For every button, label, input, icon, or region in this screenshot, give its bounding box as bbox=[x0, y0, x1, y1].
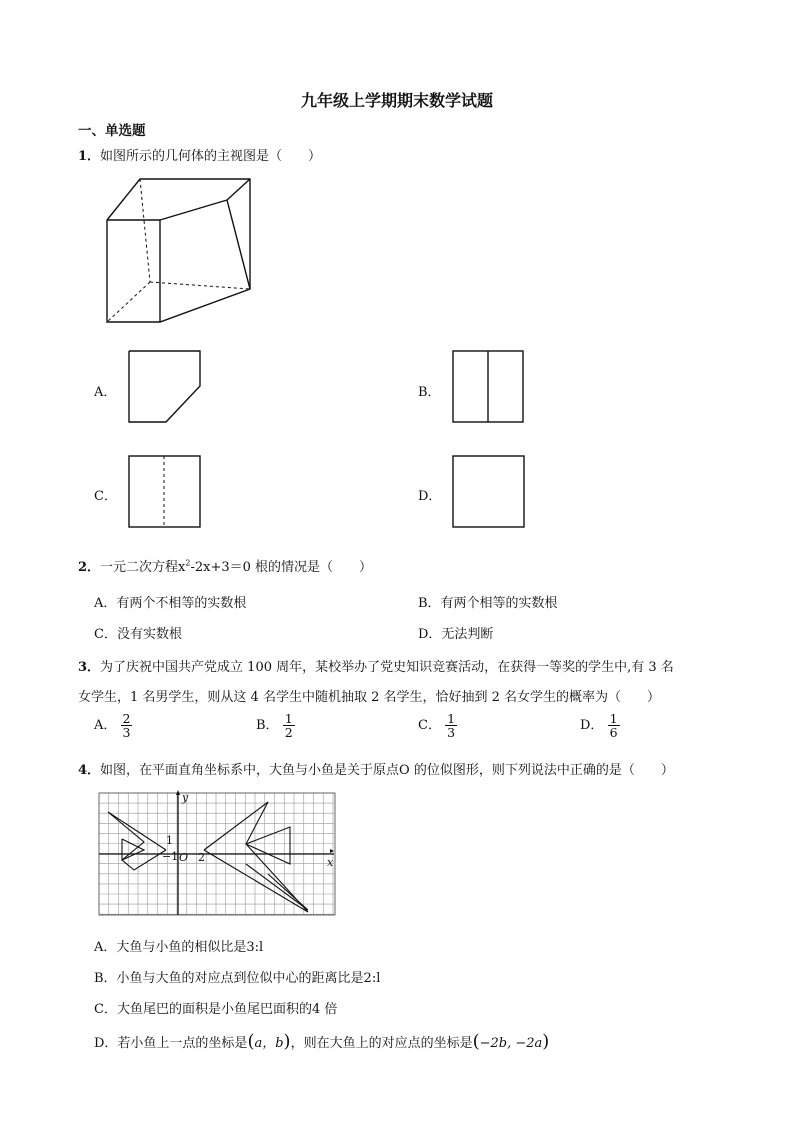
question-3-line-1 bbox=[78, 656, 674, 675]
denominator: 2 bbox=[284, 725, 293, 741]
question-number: 2． bbox=[78, 560, 101, 575]
option-d-label: D． bbox=[418, 489, 442, 504]
option-c-figure bbox=[128, 455, 204, 531]
x-axis-arrow bbox=[330, 849, 334, 853]
coordinate-grid-figure bbox=[98, 792, 343, 922]
q4-option-b: B．小鱼与大鱼的对应点到位似中心的距离比是2:l bbox=[94, 971, 381, 986]
option-b-label: B． bbox=[418, 385, 441, 400]
option-d-figure bbox=[452, 455, 528, 531]
fraction bbox=[121, 712, 133, 739]
y-axis-label: y bbox=[182, 791, 189, 804]
open-paren: ( bbox=[472, 1031, 480, 1052]
question-2 bbox=[78, 556, 372, 575]
exponent: 2 bbox=[185, 558, 191, 568]
option-a-figure bbox=[128, 350, 204, 426]
q4-option-d bbox=[94, 1031, 549, 1052]
option-label: C． bbox=[418, 718, 441, 734]
y-axis-arrow bbox=[176, 790, 180, 795]
tick-label-1: 1 bbox=[166, 834, 173, 847]
option-b-figure bbox=[452, 350, 528, 426]
q3-option-b bbox=[256, 712, 295, 739]
tick-label-2: 2 bbox=[198, 851, 205, 864]
question-text: 如图，在平面直角坐标系中，大鱼与小鱼是关于原点O 的位似图形，则下列说法中正确的是（ ） bbox=[100, 763, 674, 778]
q2-option-c: C．没有实数根 bbox=[94, 627, 182, 642]
point-big-fish: −2b, −2a bbox=[479, 1036, 543, 1051]
numerator: 1 bbox=[284, 711, 293, 726]
option-d-middle: ，则在大鱼上的对应点的坐标是 bbox=[290, 1036, 473, 1051]
question-text: 为了庆祝中国共产党成立 100 周年，某校举办了党史知识竞赛活动，在获得一等奖的学生中,有 3 名 bbox=[100, 660, 674, 675]
question-number: 3． bbox=[78, 660, 101, 675]
numerator: 2 bbox=[122, 711, 131, 726]
numerator: 1 bbox=[447, 711, 456, 726]
origin-label: O bbox=[179, 851, 189, 864]
q3-option-d bbox=[580, 712, 620, 739]
close-paren: ) bbox=[283, 1031, 291, 1052]
denominator: 3 bbox=[447, 725, 456, 741]
option-label: B． bbox=[256, 718, 279, 734]
option-d-prefix: D．若小鱼上一点的坐标是 bbox=[94, 1036, 248, 1051]
point-small-fish: a，b bbox=[254, 1036, 284, 1051]
question-number: 1． bbox=[78, 149, 101, 164]
x-axis-label: x bbox=[327, 856, 334, 869]
question-3-line-2: 女学生，1 名男学生，则从这 4 名学生中随机抽取 2 名学生，恰好抽到 2 名女学生的概率为（ ） bbox=[78, 690, 661, 705]
q2-option-a: A．有两个不相等的实数根 bbox=[94, 596, 247, 611]
close-paren: ) bbox=[542, 1031, 550, 1052]
q4-option-c: C．大鱼尾巴的面积是小鱼尾巴面积的4 倍 bbox=[94, 1002, 338, 1017]
q2-option-b: B．有两个相等的实数根 bbox=[418, 596, 558, 611]
question-number: 4． bbox=[78, 763, 101, 778]
section-heading: 一、单选题 bbox=[78, 123, 146, 139]
fraction bbox=[608, 712, 620, 739]
option-label: D． bbox=[580, 718, 604, 734]
fraction bbox=[283, 712, 295, 739]
numerator: 1 bbox=[609, 711, 618, 726]
q4-option-a: A．大鱼与小鱼的相似比是3:l bbox=[94, 940, 264, 955]
denominator: 6 bbox=[609, 725, 618, 741]
question-4 bbox=[78, 759, 674, 778]
q2-option-d: D．无法判断 bbox=[418, 627, 494, 642]
option-a-label: A． bbox=[94, 385, 117, 400]
question-text-part-2: -2x+3＝0 根的情况是（ ） bbox=[190, 560, 373, 575]
q3-option-a bbox=[94, 712, 132, 739]
option-label: A． bbox=[94, 718, 117, 734]
page-title: 九年级上学期期末数学试题 bbox=[300, 91, 493, 110]
q3-option-c bbox=[418, 712, 457, 739]
fraction bbox=[445, 712, 457, 739]
prism-figure bbox=[100, 172, 260, 328]
tick-label-neg1: −1 bbox=[162, 850, 179, 863]
option-c-label: C． bbox=[94, 489, 117, 504]
open-paren: ( bbox=[247, 1031, 255, 1052]
question-text: 如图所示的几何体的主视图是（ ） bbox=[100, 149, 322, 164]
denominator: 3 bbox=[122, 725, 131, 741]
question-1 bbox=[78, 145, 321, 164]
question-text-part-1: 一元二次方程x bbox=[100, 560, 186, 575]
